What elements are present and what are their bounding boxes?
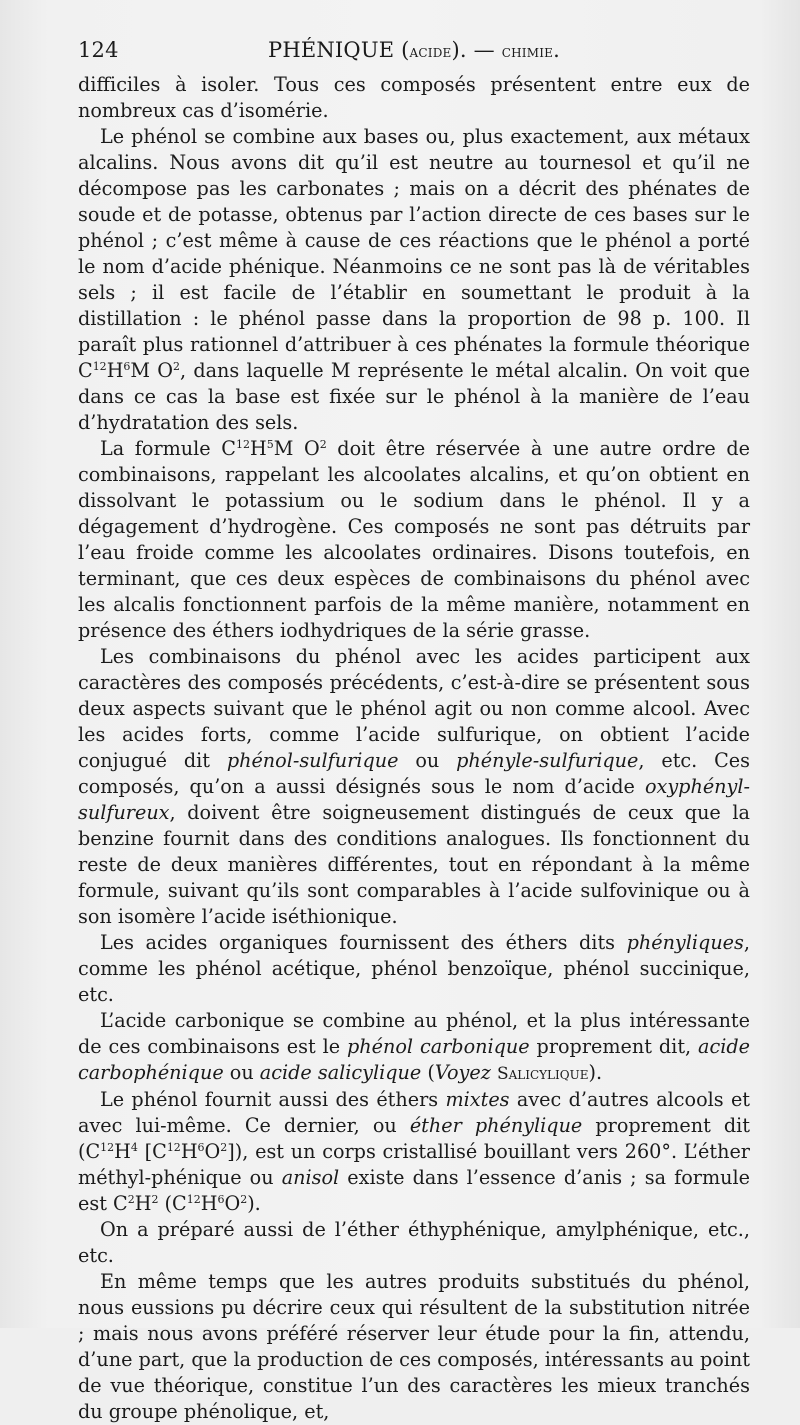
paragraph: Le phénol se combine aux bases ou, plus exactement, aux métaux alcalins. Nous avons dit qu’il est neutre au tournesol et qu’il ne décompose pas les carbonates ; mais on a décrit des phénates de soude et de potasse, obtenus par l’action directe de ces bases sur le phénol ; c’est même à cause de ces réactions que le phénol a porté le nom d’acide phénique. Néanmoins ce ne sont pas là de véritables sels ; il est facile de l’établir en soumettant le produit à la distillation : le phénol passe dans la proportion de 98 p. 100. Il paraît plus rationnel d’attribuer à ces phénates la formule théorique $C^{12}H^6M$ $O^2$, dans laquelle M représente le métal alcalin. On voit que dans ce cas la base est fixée sur le phénol à la manière de l’eau d’hydratation des sels. [78, 125, 751, 434]
paragraph: Les acides organiques fournissent des éthers dits phényliques, comme les phénol acétique, phénol benzoïque, phénol succinique, etc. [78, 931, 750, 1006]
paragraph: La formule $C^{12}H^5M$ $O^2$ doit être réservée à une autre ordre de combinaisons, rappelant les alcoolates alcalins, et qu’on obtient en dissolvant le potassium ou le sodium dans le phénol. Il y a dégagement d’hydrogène. Ces composés ne sont pas détruits par l’eau froide comme les alcoolates ordinaires. Disons toutefois, en terminant, que ces deux espèces de combinaisons du phénol avec les alcalis fonctionnent parfois de la même manière, notamment en présence des éthers iodhydriques de la série grasse. [78, 437, 750, 642]
paragraph: En même temps que les autres produits substitués du phénol, nous eussions pu décrire ceux qui résultent de la substitution nitrée ; mais nous avons préféré réserver leur étude pour la fin, attendu, d’une part, que la production de ces composés, intéressants au point de vue théorique, constitue l’un des caractères les mieux tranchés du groupe phénolique, et, [78, 1270, 750, 1423]
page-body [78, 72, 750, 1425]
paragraph: difficiles à isoler. Tous ces composés présentent entre eux de nombreux cas d’isomérie. [78, 73, 750, 122]
running-title: PHÉNIQUE (acide). — chimie. [267, 38, 560, 62]
paragraph: On a préparé aussi de l’éther éthyphénique, amylphénique, etc., etc. [78, 1218, 750, 1267]
paragraph: L’acide carbonique se combine au phénol, et la plus intéressante de ces combinaisons est le phénol carbonique proprement dit, acide carbophénique ou acide salicylique (Voyez Salicylique). [78, 1009, 751, 1084]
page-number: 124 [78, 38, 119, 62]
paragraph: Les combinaisons du phénol avec les acides participent aux caractères des composés précédents, c’est-à-dire se présentent sous deux aspects suivant que le phénol agit ou non comme alcool. Avec les acides forts, comme l’acide sulfurique, on obtient l’acide conjugué dit phénol-sulfurique ou phényle-sulfurique, etc. Ces composés, qu’on a aussi désignés sous le nom d’acide oxyphényl-sulfureux, doivent être soigneusement distingués de ceux que la benzine fournit dans des conditions analogues. Ils fonctionnent du reste de deux manières différentes, tout en répondant à la même formule, suivant qu’ils sont comparables à l’acide sulfovinique ou à son isomère l’acide iséthionique. [78, 645, 750, 928]
paragraph: Le phénol fournit aussi des éthers mixtes avec d’autres alcools et avec lui-même. Ce dernier, ou éther phénylique proprement dit ($C^{12}H^4$ $[C^{12}H^6O^2]$), est un corps cristallisé bouillant vers 260°. L’éther méthyl-phénique ou anisol existe dans l’essence d’anis ; sa formule est $C^2H^2$ $(C^{12}H^6O^2)$. [78, 1088, 751, 1215]
page-header [78, 38, 750, 68]
